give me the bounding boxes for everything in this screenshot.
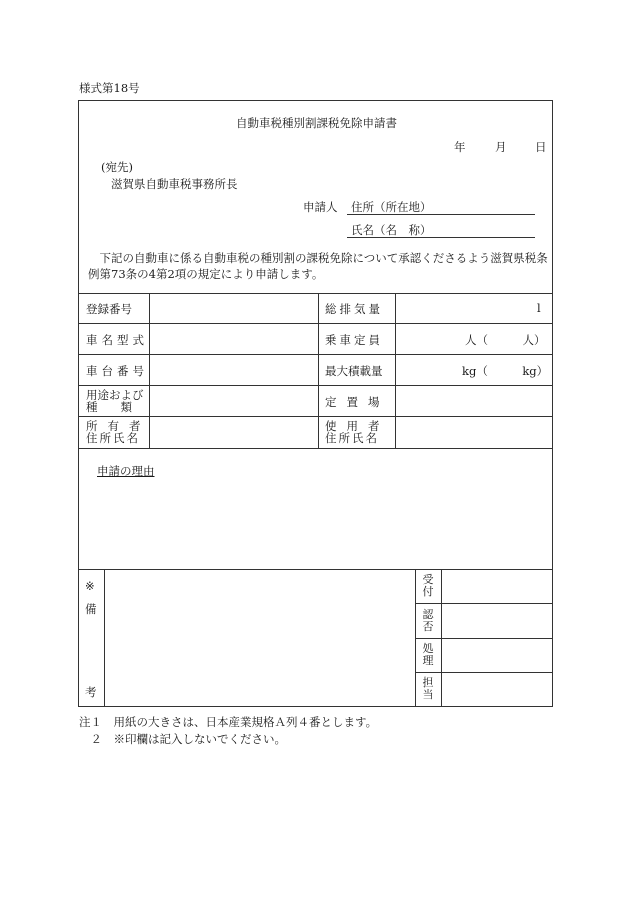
stamp-received: 受 付	[422, 573, 434, 598]
form-title: 自動車税種別割課税免除申請書	[236, 116, 397, 130]
label-make-model: 車名型式	[86, 333, 148, 347]
label-storage-location: 定置場	[325, 395, 390, 409]
note-paper-size: 注１ 用紙の大きさは、日本産業規格Ａ列４番とします。	[79, 715, 378, 729]
applicant-label: 申請人	[303, 200, 338, 214]
label-max-load: 最大積載量	[325, 364, 383, 378]
applicant-name-label: 氏名（名 称）	[351, 223, 432, 237]
form-number: 様式第18号	[79, 81, 140, 95]
form-notes	[79, 714, 377, 748]
label-passenger-capacity: 乗車定員	[325, 333, 383, 347]
addressee-header: (宛先)	[101, 160, 133, 174]
table-divider	[318, 293, 319, 448]
applicant-name-underline	[347, 237, 535, 238]
label-user: 使用者 住所氏名	[325, 419, 390, 445]
passenger-capacity-unit: 人（ 人）	[465, 333, 546, 347]
label-registration-number: 登録番号	[86, 302, 132, 316]
date-day-label: 日	[535, 140, 547, 154]
stamp-divider	[415, 603, 552, 604]
remarks-label-top: 備	[85, 602, 97, 616]
remarks-divider	[104, 569, 105, 707]
table-divider	[79, 448, 552, 449]
remarks-mark: ※	[85, 579, 95, 593]
max-load-unit: kg（ kg）	[462, 364, 549, 378]
stamp-divider	[415, 638, 552, 639]
stamp-divider	[415, 672, 552, 673]
stamp-approval: 認 否	[422, 608, 434, 633]
applicant-address-label: 住所（所在地）	[351, 200, 432, 214]
table-divider	[395, 293, 396, 448]
section-divider	[79, 569, 552, 570]
label-chassis-number: 車台番号	[86, 364, 148, 378]
remarks-label-bottom: 考	[85, 685, 97, 699]
label-displacement: 総排気量	[325, 302, 383, 316]
label-usage-type: 用途および 種 類	[86, 388, 144, 414]
application-statement: 下記の自動車に係る自動車税の種別割の課税免除について承認くださるよう滋賀県税条例第73条の4第2項の規定により申請します。	[88, 251, 548, 281]
displacement-unit: l	[537, 301, 541, 315]
applicant-address-underline	[347, 214, 535, 215]
addressee-name: 滋賀県自動車税事務所長	[111, 177, 238, 191]
note-do-not-fill: ２ ※印欄は記入しないでください。	[79, 732, 286, 746]
application-form	[78, 100, 553, 707]
date-year-label: 年	[454, 140, 466, 154]
reason-label: 申請の理由	[97, 464, 155, 478]
stamp-person-in-charge: 担 当	[422, 676, 434, 701]
stamp-processing: 処 理	[422, 642, 434, 667]
date-month-label: 月	[495, 140, 507, 154]
label-owner: 所有者 住所氏名	[86, 419, 151, 445]
